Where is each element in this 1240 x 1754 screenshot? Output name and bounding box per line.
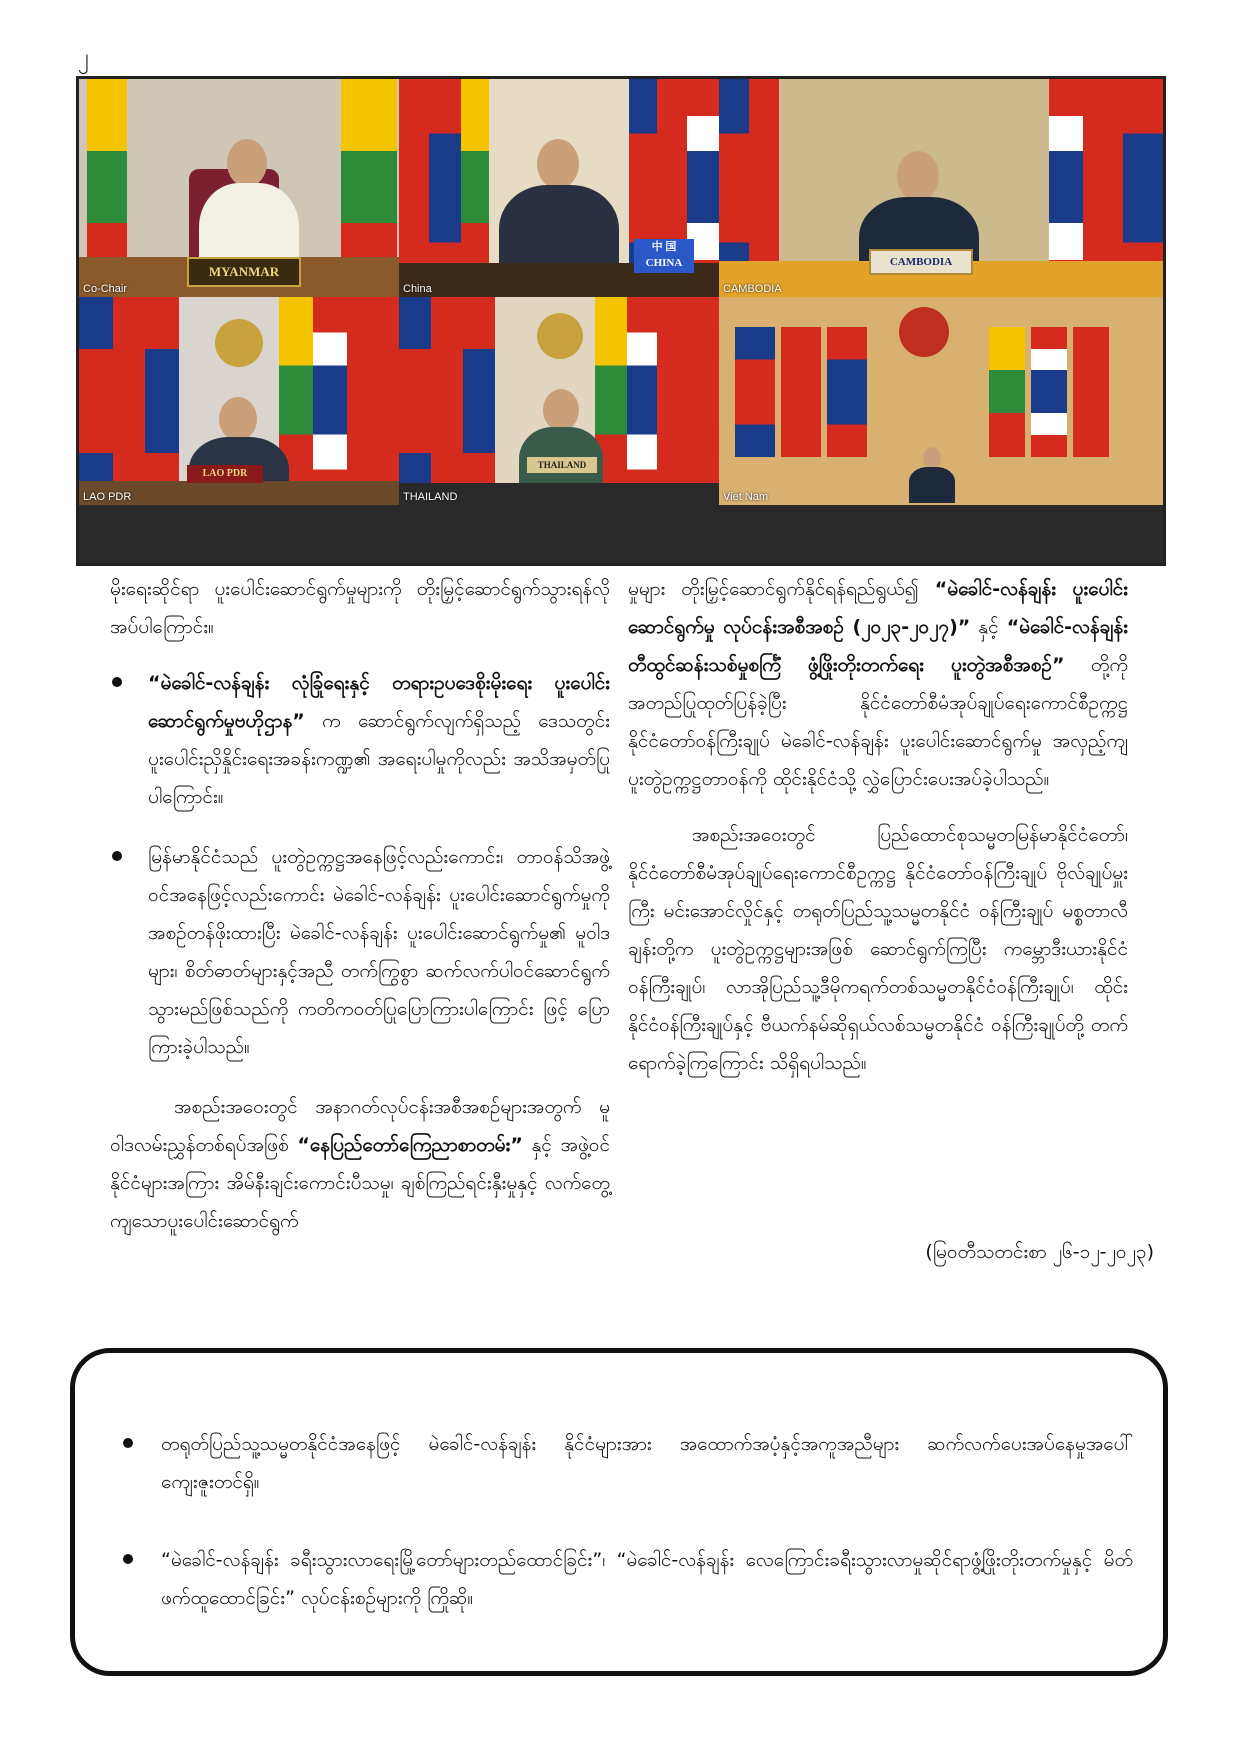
bullet-icon — [123, 1438, 133, 1448]
tile-caption: China — [403, 283, 432, 295]
paragraph — [110, 1088, 610, 1240]
box-bullet-list — [109, 1425, 1133, 1657]
nameplate-myanmar: MYANMAR — [187, 257, 301, 287]
tile-caption: LAO PDR — [83, 491, 132, 503]
bullet-item — [110, 664, 610, 816]
nameplate-cambodia: CAMBODIA — [869, 249, 973, 275]
nameplate-china — [634, 239, 694, 273]
photo-tile-vietnam — [719, 297, 1163, 505]
page-number: ၂ — [78, 45, 89, 70]
paragraph-bold-text: “မဲခေါင်-လန်ချန်း ပူးပေါင်းဆောင်ရွက်မှု လုပ်ငန်းအစီအစဉ် (၂၀၂၃-၂၀၂၇)” — [628, 578, 1128, 638]
paragraph-text: မှုများ တိုးမြှင့်ဆောင်ရွက်နိုင်ရန်ရည်ရွယ်၍ — [628, 578, 935, 600]
tile-caption: Co-Chair — [83, 283, 128, 295]
bullet-icon — [112, 677, 122, 687]
box-bullet-text: “မဲခေါင်-လန်ချန်း ခရီးသွားလာရေးမြို့တော်များတည်ထောင်ခြင်း”၊ “မဲခေါင်-လန်ချန်း လေကြောင်းခရီးသွားလာမှုဆိုင်ရာဖွံ့ဖြိုးတိုးတက်မှုနှင့် မိတ်ဖက်ထူထောင်ခြင်း” လုပ်ငန်းစဉ်များကို ကြိုဆို။ — [161, 1549, 1133, 1609]
photo-tile-cambodia — [719, 79, 1163, 297]
bullet-item — [110, 838, 610, 1066]
photo-tile-laos — [79, 297, 399, 505]
video-conference-photo — [76, 76, 1166, 566]
source-citation: (မြဝတီသတင်းစာ ၂၆-၁၂-၂၀၂၃) — [925, 1241, 1154, 1263]
photo-tile-china — [399, 79, 719, 297]
bullet-icon — [123, 1554, 133, 1564]
nameplate-laos: LAO PDR — [187, 465, 263, 483]
paragraph-text: တို့ကို အတည်ပြုထုတ်ပြန်ခဲ့ပြီး နိုင်ငံတော်စီမံအုပ်ချုပ်ရေးကောင်စီဥက္ကဋ္ဌ နိုင်ငံတော်ဝန်ကြီးချုပ် မဲခေါင်-လန်ချန်း ပူးပေါင်းဆောင်ရွက်မှု အလှည့်ကျပူးတွဲဥက္ကဋ္ဌတာဝန်ကို ထိုင်းနိုင်ငံသို့ လွှဲပြောင်းပေးအပ်ခဲ့ပါသည်။ — [628, 654, 1128, 790]
tile-caption: THAILAND — [403, 491, 458, 503]
tile-caption: CAMBODIA — [723, 283, 782, 295]
bullet-icon — [112, 851, 122, 861]
nameplate-china-english: CHINA — [645, 257, 683, 269]
photo-tile-thailand — [399, 297, 719, 505]
right-column — [628, 570, 1128, 1100]
bullet-text: က ဆောင်ရွက်လျက်ရှိသည့် ဒေသတွင်းပူးပေါင်းညှိနှိုင်းရေးအခန်းကဏ္ဍ၏ အရေးပါမှုကိုလည်း အသိအမှတ်ပြုပါကြောင်း။ — [148, 710, 610, 808]
highlight-box — [70, 1348, 1168, 1676]
nameplate-china-chinese: 中 国 — [651, 241, 677, 253]
bullet-list — [110, 664, 610, 1066]
paragraph-bold-text: “မဲခေါင်-လန်ချန်း တီထွင်ဆန်းသစ်မှုစင်္ကြံ ဖွံ့ဖြိုးတိုးတက်ရေး ပူးတွဲအစီအစဉ်” — [628, 616, 1128, 676]
photo-tile-myanmar — [79, 79, 399, 297]
nameplate-thailand: THAILAND — [527, 457, 597, 473]
box-bullet-item — [109, 1425, 1133, 1501]
paragraph: မိုးရေးဆိုင်ရာ ပူးပေါင်းဆောင်ရွက်မှုများကို တိုးမြှင့်ဆောင်ရွက်သွားရန်လိုအပ်ပါကြောင်း။ — [110, 578, 610, 638]
bullet-text: မြန်မာနိုင်ငံသည် ပူးတွဲဥက္ကဋ္ဌအနေဖြင့်လည်းကောင်း၊ တာဝန်သိအဖွဲ့ဝင်အနေဖြင့်လည်းကောင်း မဲခေါင်-လန်ချန်း ပူးပေါင်းဆောင်ရွက်မှုကို အစဉ်တန်ဖိုးထားပြီး မဲခေါင်-လန်ချန်း ပူးပေါင်းဆောင်ရွက်မှု၏ မူဝါဒများ၊ စိတ်ဓာတ်များနှင့်အညီ တက်ကြွစွာ ဆက်လက်ပါဝင်ဆောင်ရွက်သွားမည်ဖြစ်သည်ကို ကတိကဝတ်ပြုပြောကြားပါကြောင်း ဖြင့် ပြောကြားခဲ့ပါသည်။ — [148, 846, 610, 1058]
paragraph-text: နှင့် — [970, 616, 1007, 638]
paragraph-text: အစည်းအဝေးတွင် အနာဂတ်လုပ်ငန်းအစီအစဉ်များအတွက် မူဝါဒလမ်းညွှန်တစ်ရပ်အဖြစ် — [110, 1096, 610, 1156]
paragraph — [628, 570, 1128, 798]
box-bullet-item — [109, 1541, 1133, 1617]
bullet-bold-text: “မဲခေါင်-လန်ချန်း လုံခြုံရေးနှင့် တရားဥပဒေစိုးမိုးရေး ပူးပေါင်းဆောင်ရွက်မှုဗဟိုဌာန” — [148, 672, 610, 732]
paragraph-text: နှင့် အဖွဲ့ဝင်နိုင်ငံများအကြား အိမ်နီးချင်းကောင်းပီသမှု၊ ချစ်ကြည်ရင်းနှီးမှုနှင့် လက်တွေ့ကျသောပူးပေါင်းဆောင်ရွက် — [110, 1134, 610, 1232]
box-bullet-text: တရုတ်ပြည်သူ့သမ္မတနိုင်ငံအနေဖြင့် မဲခေါင်-လန်ချန်း နိုင်ငံများအား အထောက်အပံ့နှင့်အကူအညီများ ဆက်လက်ပေးအပ်နေမှုအပေါ် ကျေးဇူးတင်ရှိ။ — [161, 1433, 1133, 1493]
left-column — [110, 570, 610, 1258]
tile-caption: Viet Nam — [723, 491, 769, 503]
paragraph-bold-text: “နေပြည်တော်ကြေညာစာတမ်း” — [297, 1134, 523, 1156]
paragraph: အစည်းအဝေးတွင် ပြည်ထောင်စုသမ္မတမြန်မာနိုင်ငံတော်၊ နိုင်ငံတော်စီမံအုပ်ချုပ်ရေးကောင်စီဥက္ကဋ္ဌ နိုင်ငံတော်ဝန်ကြီးချုပ် ဗိုလ်ချုပ်မှူးကြီး မင်းအောင်လှိုင်နှင့် တရုတ်ပြည်သူ့သမ္မတနိုင်ငံ ဝန်ကြီးချုပ် မစ္စတာလီချန်းတို့က ပူးတွဲဥက္ကဋ္ဌများအဖြစ် ဆောင်ရွက်ကြပြီး ကမ္ဘောဒီးယားနိုင်ငံဝန်ကြီးချုပ်၊ လာအိုပြည်သူ့ဒီမိုကရက်တစ်သမ္မတနိုင်ငံဝန်ကြီးချုပ်၊ ထိုင်းနိုင်ငံဝန်ကြီးချုပ်နှင့် ဗီယက်နမ်ဆိုရှယ်လစ်သမ္မတနိုင်ငံ ဝန်ကြီးချုပ်တို့ တက်ရောက်ခဲ့ကြကြောင်း သိရှိရပါသည်။ — [628, 824, 1128, 1074]
